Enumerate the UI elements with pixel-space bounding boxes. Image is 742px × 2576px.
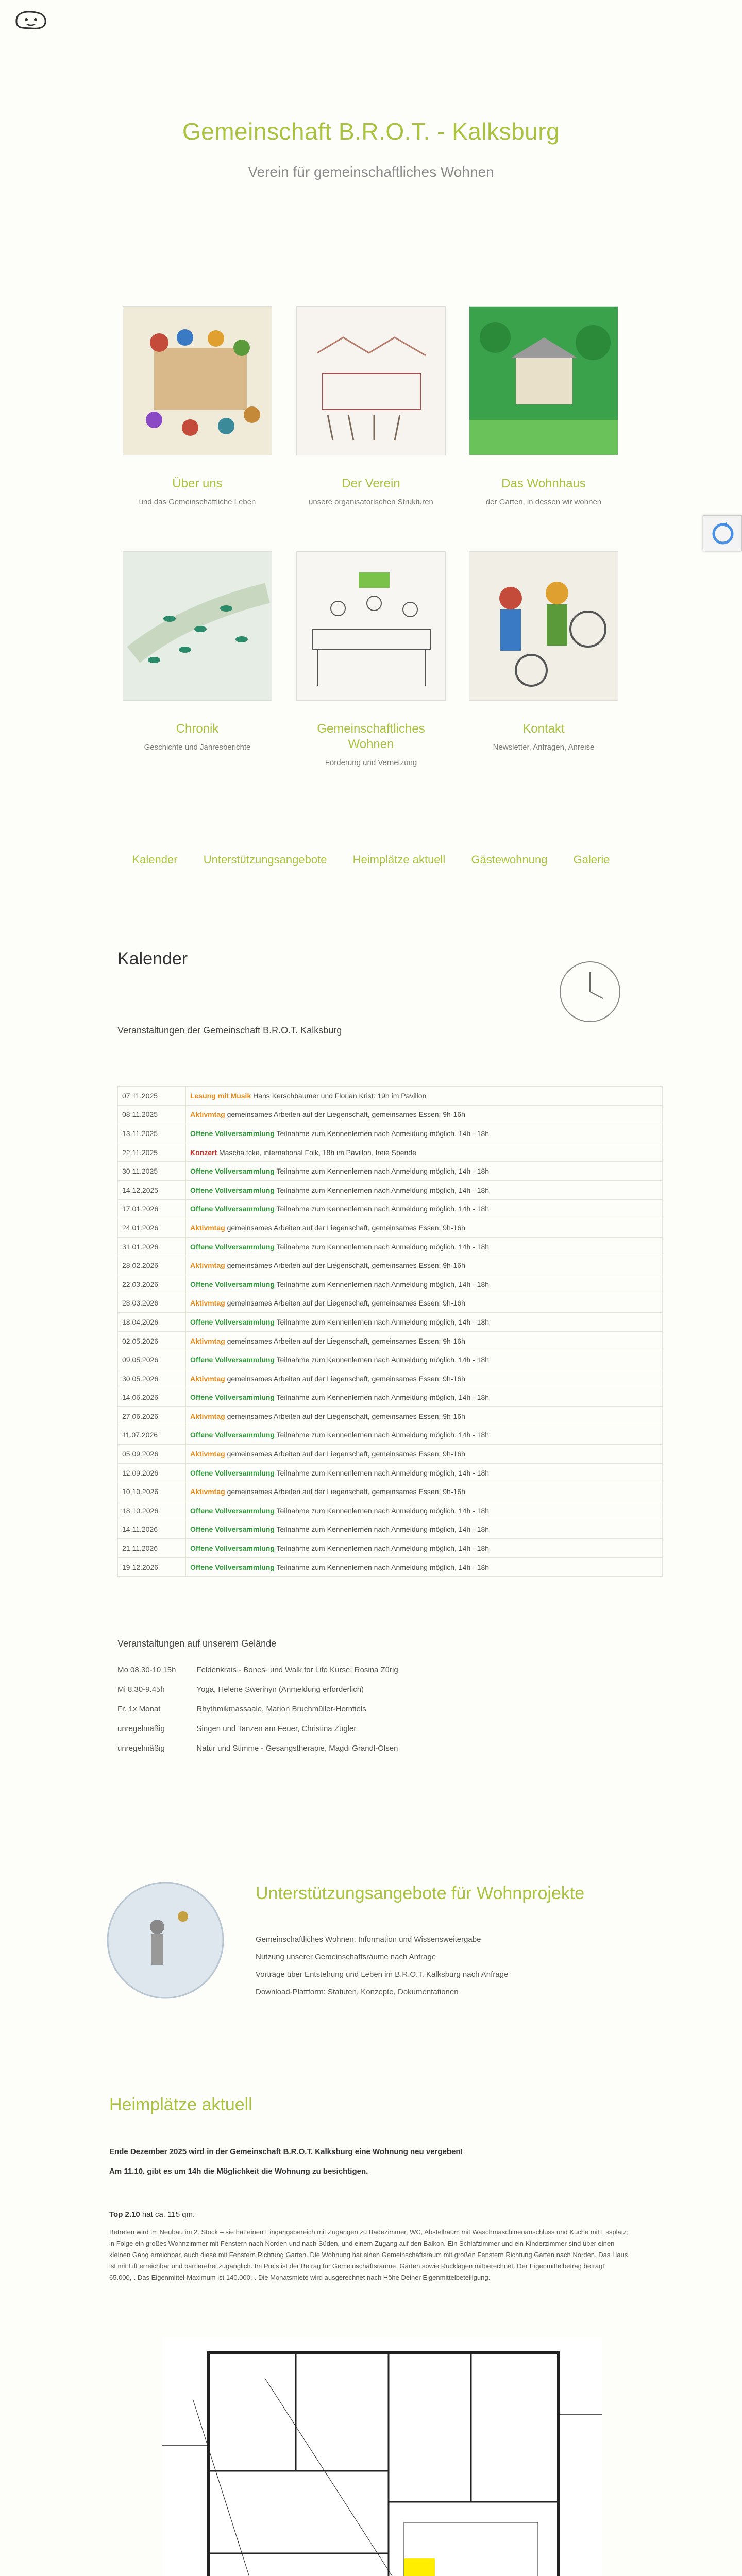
event-details: [186, 1445, 663, 1464]
section-nav: [0, 853, 742, 867]
event-date: 28.02.2026: [118, 1256, 186, 1275]
event-details: [186, 1463, 663, 1482]
event-row: [118, 1275, 663, 1294]
event-type-tag: Offene Vollversammlung: [190, 1468, 275, 1477]
event-description: gemeinsames Arbeiten auf der Liegenschaft, gemeinsames Essen; 9h-16h: [227, 1487, 465, 1496]
event-details: [186, 1275, 663, 1294]
tile-description: der Garten, in dessen wir wohnen: [485, 498, 602, 506]
event-date: 12.09.2026: [118, 1463, 186, 1482]
event-row: [118, 1445, 663, 1464]
tile-title[interactable]: Chronik: [176, 722, 219, 736]
event-details: [186, 1105, 663, 1124]
event-details: [186, 1162, 663, 1181]
venue-row: [117, 1719, 419, 1738]
event-row: [118, 1105, 663, 1124]
tile-image-der-verein[interactable]: [296, 306, 446, 455]
event-date: 22.03.2026: [118, 1275, 186, 1294]
event-type-tag: Aktivmtag: [190, 1412, 225, 1420]
event-type-tag: Aktivmtag: [190, 1450, 225, 1459]
venue-when: unregelmäßig: [117, 1743, 165, 1753]
event-date: 13.11.2025: [118, 1124, 186, 1143]
event-description: Teilnahme zum Kennenlernen nach Anmeldung möglich, 14h - 18h: [276, 1167, 490, 1176]
event-type-tag: Aktivmtag: [190, 1336, 225, 1345]
venue-when: unregelmäßig: [117, 1724, 165, 1733]
heimplaetze-bold-1: Ende Dezember 2025 wird in der Gemeinschaft B.R.O.T. Kalksburg eine Wohnung neu vergeben!: [109, 2147, 463, 2156]
venue-row: [117, 1680, 419, 1699]
tile-description: Newsletter, Anfragen, Anreise: [493, 743, 595, 752]
tile-title[interactable]: Gemeinschaftliches Wohnen: [317, 722, 425, 751]
event-row: [118, 1539, 663, 1558]
event-row: [118, 1087, 663, 1106]
event-details: [186, 1369, 663, 1388]
event-date: 22.11.2025: [118, 1143, 186, 1162]
event-description: gemeinsames Arbeiten auf der Liegenschaft, gemeinsames Essen; 9h-16h: [227, 1450, 465, 1459]
event-details: [186, 1557, 663, 1577]
events-heading: Veranstaltungen der Gemeinschaft B.R.O.T. Kalksburg: [117, 1025, 342, 1036]
event-description: Teilnahme zum Kennenlernen nach Anmeldung möglich, 14h - 18h: [276, 1431, 490, 1439]
event-details: [186, 1199, 663, 1218]
event-description: Teilnahme zum Kennenlernen nach Anmeldung möglich, 14h - 18h: [276, 1468, 490, 1477]
venue-row: [117, 1699, 419, 1719]
events-table: [117, 1086, 663, 1577]
event-date: 28.03.2026: [118, 1294, 186, 1313]
kalender-title: Kalender: [117, 949, 188, 969]
nav-link-galerie[interactable]: Galerie: [573, 853, 610, 866]
clock-illustration: [555, 957, 625, 1026]
venue-what: Rhythmikmassaale, Marion Bruchmüller-Herntiels: [196, 1704, 366, 1714]
tile-description: und das Gemeinschaftliche Leben: [139, 498, 256, 506]
tile-chronik[interactable]: [123, 551, 272, 752]
event-description: gemeinsames Arbeiten auf der Liegenschaft, gemeinsames Essen; 9h-16h: [227, 1223, 465, 1232]
event-details: [186, 1313, 663, 1332]
event-date: 08.11.2025: [118, 1105, 186, 1124]
event-row: [118, 1294, 663, 1313]
site-subtitle: Verein für gemeinschaftliches Wohnen: [248, 164, 494, 180]
venue-table-wrap: [117, 1660, 419, 1758]
event-type-tag: Aktivmtag: [190, 1110, 225, 1119]
event-type-tag: Offene Vollversammlung: [190, 1431, 275, 1439]
event-date: 30.11.2025: [118, 1162, 186, 1181]
event-details: [186, 1180, 663, 1199]
event-description: Teilnahme zum Kennenlernen nach Anmeldung möglich, 14h - 18h: [276, 1129, 490, 1138]
nav-link-kalender[interactable]: Kalender: [132, 853, 178, 866]
event-description: Teilnahme zum Kennenlernen nach Anmeldung möglich, 14h - 18h: [276, 1205, 490, 1213]
event-details: [186, 1143, 663, 1162]
top-label: Top 2.10: [109, 2210, 140, 2219]
tile-title[interactable]: Der Verein: [342, 477, 400, 490]
event-date: 02.05.2026: [118, 1331, 186, 1350]
event-row: [118, 1256, 663, 1275]
top-size: hat ca. 115 qm.: [142, 2210, 195, 2219]
support-item: Download-Plattform: Statuten, Konzepte, Dokumentationen: [256, 1988, 459, 1996]
event-details: [186, 1331, 663, 1350]
event-date: 17.01.2026: [118, 1199, 186, 1218]
event-type-tag: Offene Vollversammlung: [190, 1544, 275, 1553]
support-title: Unterstützungsangebote für Wohnprojekte: [256, 1884, 585, 1903]
event-description: Teilnahme zum Kennenlernen nach Anmeldung möglich, 14h - 18h: [276, 1355, 490, 1364]
tile-title[interactable]: Das Wohnhaus: [501, 477, 586, 490]
event-type-tag: Offene Vollversammlung: [190, 1280, 275, 1289]
event-row: [118, 1199, 663, 1218]
event-description: gemeinsames Arbeiten auf der Liegenschaft, gemeinsames Essen; 9h-16h: [227, 1110, 465, 1119]
venue-row: [117, 1660, 419, 1680]
event-details: [186, 1218, 663, 1238]
event-description: Teilnahme zum Kennenlernen nach Anmeldung möglich, 14h - 18h: [276, 1185, 490, 1194]
heimplaetze-title: Heimplätze aktuell: [109, 2095, 252, 2114]
heimplaetze-description: Betreten wird im Neubau im 2. Stock – sie hat einen Eingangsbereich mit Zugängen zu Badezimmer, WC, Abstellraum mit Waschmaschinenanschluss und Küche mit Essplatz; in Folge ein großes Wohnzimmer mit Fenstern nach Norden und nach Süden, und einem Zugang auf den Balkon. Ein Schlafzimmer und ein Kinderzimmer sind über einen kleinen Gang erreichbar, auch diese mit Fenstern Richtung Garten. Die Wohnung hat einen Gemeinschaftsraum mit großen Fenstern Richtung Garten nach Norden. Das Haus ist mit Lift erreichbar und barrierefrei zugänglich. Im Preis ist der Betrag für Gemeinschaftsräume, Garten sowie Rücklagen mitberechnet. Der Eigenmittelbetrag beträgt 65.000,-. Das Eigenmittel-Maximum ist 140.000,-. Die Monatsmiete wird ausgerechnet nach Höhe Deiner Eigenmittelbeteiligung.: [109, 2228, 629, 2281]
venue-what: Yoga, Helene Swerinyn (Anmeldung erforderlich): [196, 1685, 364, 1694]
tile-description: Geschichte und Jahresberichte: [144, 743, 251, 752]
event-description: Mascha.tcke, international Folk, 18h im Pavillon, freie Spende: [219, 1148, 416, 1157]
event-type-tag: Offene Vollversammlung: [190, 1506, 275, 1515]
event-details: [186, 1539, 663, 1558]
tile-gemeinschaftliches-wohnen[interactable]: [296, 551, 446, 767]
event-row: [118, 1501, 663, 1520]
event-row: [118, 1520, 663, 1539]
event-details: [186, 1388, 663, 1407]
tile-der-verein[interactable]: [296, 306, 446, 506]
event-description: Hans Kerschbaumer und Florian Krist: 19h im Pavillon: [253, 1091, 427, 1100]
site-logo[interactable]: [12, 7, 49, 32]
venue-table: [117, 1660, 419, 1758]
event-row: [118, 1218, 663, 1238]
event-details: [186, 1294, 663, 1313]
venue-what: Feldenkrais - Bones- und Walk for Life Kurse; Rosina Zürig: [196, 1665, 398, 1674]
nav-link-gaestewohnung[interactable]: Gästewohnung: [471, 853, 548, 866]
nav-link-heimplaetze[interactable]: Heimplätze aktuell: [352, 853, 446, 866]
tile-image-das-wohnhaus[interactable]: [469, 306, 618, 455]
event-details: [186, 1501, 663, 1520]
heimplaetze-bold-2: Am 11.10. gibt es um 14h die Möglichkeit die Wohnung zu besichtigen.: [109, 2167, 368, 2176]
support-illustration: [106, 1880, 225, 2000]
event-date: 18.10.2026: [118, 1501, 186, 1520]
event-type-tag: Offene Vollversammlung: [190, 1242, 275, 1251]
tile-das-wohnhaus[interactable]: [469, 306, 618, 506]
event-date: 19.12.2026: [118, 1557, 186, 1577]
event-date: 14.12.2025: [118, 1180, 186, 1199]
support-item: Vorträge über Entstehung und Leben im B.R.O.T. Kalksburg nach Anfrage: [256, 1970, 509, 1979]
event-row: [118, 1350, 663, 1369]
event-details: [186, 1407, 663, 1426]
event-type-tag: Offene Vollversammlung: [190, 1129, 275, 1138]
event-date: 24.01.2026: [118, 1218, 186, 1238]
venue-what: Natur und Stimme - Gesangstherapie, Magdi Grandl-Olsen: [196, 1743, 398, 1753]
event-date: 14.11.2026: [118, 1520, 186, 1539]
event-type-tag: Aktivmtag: [190, 1374, 225, 1383]
event-row: [118, 1162, 663, 1181]
event-row: [118, 1331, 663, 1350]
event-type-tag: Offene Vollversammlung: [190, 1525, 275, 1534]
event-row: [118, 1426, 663, 1445]
event-row: [118, 1180, 663, 1199]
event-row: [118, 1388, 663, 1407]
floor-plan-image[interactable]: [162, 2337, 602, 2576]
event-date: 14.06.2026: [118, 1388, 186, 1407]
venue-heading: Veranstaltungen auf unserem Gelände: [117, 1638, 277, 1649]
event-row: [118, 1407, 663, 1426]
event-description: Teilnahme zum Kennenlernen nach Anmeldung möglich, 14h - 18h: [276, 1544, 490, 1553]
event-type-tag: Aktivmtag: [190, 1261, 225, 1270]
event-description: gemeinsames Arbeiten auf der Liegenschaft, gemeinsames Essen; 9h-16h: [227, 1336, 465, 1345]
event-type-tag: Lesung mit Musik: [190, 1091, 251, 1100]
event-details: [186, 1256, 663, 1275]
venue-row: [117, 1738, 419, 1758]
event-date: 09.05.2026: [118, 1350, 186, 1369]
event-type-tag: Offene Vollversammlung: [190, 1167, 275, 1176]
support-item: Gemeinschaftliches Wohnen: Information und Wissensweitergabe: [256, 1935, 481, 1944]
tile-image-ueber-uns[interactable]: [123, 306, 272, 455]
recaptcha-badge[interactable]: [703, 515, 742, 551]
event-type-tag: Aktivmtag: [190, 1223, 225, 1232]
event-date: 21.11.2026: [118, 1539, 186, 1558]
event-description: Teilnahme zum Kennenlernen nach Anmeldung möglich, 14h - 18h: [276, 1242, 490, 1251]
event-type-tag: Aktivmtag: [190, 1299, 225, 1308]
event-date: 30.05.2026: [118, 1369, 186, 1388]
event-row: [118, 1143, 663, 1162]
event-type-tag: Offene Vollversammlung: [190, 1205, 275, 1213]
event-row: [118, 1313, 663, 1332]
top-size-line: [109, 2210, 195, 2219]
event-description: gemeinsames Arbeiten auf der Liegenschaft, gemeinsames Essen; 9h-16h: [227, 1299, 465, 1308]
tile-image-gemeinschaftliches-wohnen[interactable]: [296, 551, 446, 701]
event-description: Teilnahme zum Kennenlernen nach Anmeldung möglich, 14h - 18h: [276, 1393, 490, 1402]
event-description: gemeinsames Arbeiten auf der Liegenschaft, gemeinsames Essen; 9h-16h: [227, 1261, 465, 1270]
tile-kontakt[interactable]: [469, 551, 618, 752]
event-date: 11.07.2026: [118, 1426, 186, 1445]
events-table-wrap: [117, 1086, 663, 1577]
event-description: gemeinsames Arbeiten auf der Liegenschaft, gemeinsames Essen; 9h-16h: [227, 1412, 465, 1420]
event-date: 10.10.2026: [118, 1482, 186, 1501]
event-type-tag: Offene Vollversammlung: [190, 1317, 275, 1326]
event-row: [118, 1482, 663, 1501]
event-details: [186, 1482, 663, 1501]
tile-image-chronik[interactable]: [123, 551, 272, 701]
event-row: [118, 1369, 663, 1388]
tile-title[interactable]: Über uns: [172, 477, 223, 490]
event-description: gemeinsames Arbeiten auf der Liegenschaft, gemeinsames Essen; 9h-16h: [227, 1374, 465, 1383]
event-type-tag: Offene Vollversammlung: [190, 1185, 275, 1194]
event-date: 31.01.2026: [118, 1237, 186, 1256]
event-details: [186, 1426, 663, 1445]
support-list: [256, 1931, 508, 2001]
tile-image-kontakt[interactable]: [469, 551, 618, 701]
event-row: [118, 1463, 663, 1482]
site-title: Gemeinschaft B.R.O.T. - Kalksburg: [182, 118, 560, 145]
event-description: Teilnahme zum Kennenlernen nach Anmeldung möglich, 14h - 18h: [276, 1506, 490, 1515]
nav-link-unterstuetzung[interactable]: Unterstützungsangebote: [203, 853, 327, 866]
event-description: Teilnahme zum Kennenlernen nach Anmeldung möglich, 14h - 18h: [276, 1280, 490, 1289]
event-details: [186, 1350, 663, 1369]
event-row: [118, 1237, 663, 1256]
event-description: Teilnahme zum Kennenlernen nach Anmeldung möglich, 14h - 18h: [276, 1563, 490, 1571]
event-date: 18.04.2026: [118, 1313, 186, 1332]
tile-description: Förderung und Vernetzung: [325, 758, 417, 767]
event-details: [186, 1087, 663, 1106]
venue-when: Fr. 1x Monat: [117, 1704, 161, 1714]
event-type-tag: Offene Vollversammlung: [190, 1563, 275, 1571]
tile-ueber-uns[interactable]: [123, 306, 272, 506]
event-date: 07.11.2025: [118, 1087, 186, 1106]
tile-description: unsere organisatorischen Strukturen: [309, 498, 433, 506]
event-type-tag: Offene Vollversammlung: [190, 1355, 275, 1364]
venue-when: Mi 8.30-9.45h: [117, 1685, 165, 1694]
venue-what: Singen und Tanzen am Feuer, Christina Zügler: [196, 1724, 357, 1733]
event-description: Teilnahme zum Kennenlernen nach Anmeldung möglich, 14h - 18h: [276, 1317, 490, 1326]
event-type-tag: Konzert: [190, 1148, 217, 1157]
venue-when: Mo 08.30-10.15h: [117, 1665, 176, 1674]
event-description: Teilnahme zum Kennenlernen nach Anmeldung möglich, 14h - 18h: [276, 1525, 490, 1534]
event-row: [118, 1557, 663, 1577]
event-type-tag: Aktivmtag: [190, 1487, 225, 1496]
event-details: [186, 1124, 663, 1143]
event-details: [186, 1520, 663, 1539]
event-type-tag: Offene Vollversammlung: [190, 1393, 275, 1402]
tile-title[interactable]: Kontakt: [522, 722, 565, 736]
event-details: [186, 1237, 663, 1256]
event-date: 05.09.2026: [118, 1445, 186, 1464]
event-row: [118, 1124, 663, 1143]
support-item: Nutzung unserer Gemeinschaftsräume nach Anfrage: [256, 1953, 436, 1961]
event-date: 27.06.2026: [118, 1407, 186, 1426]
